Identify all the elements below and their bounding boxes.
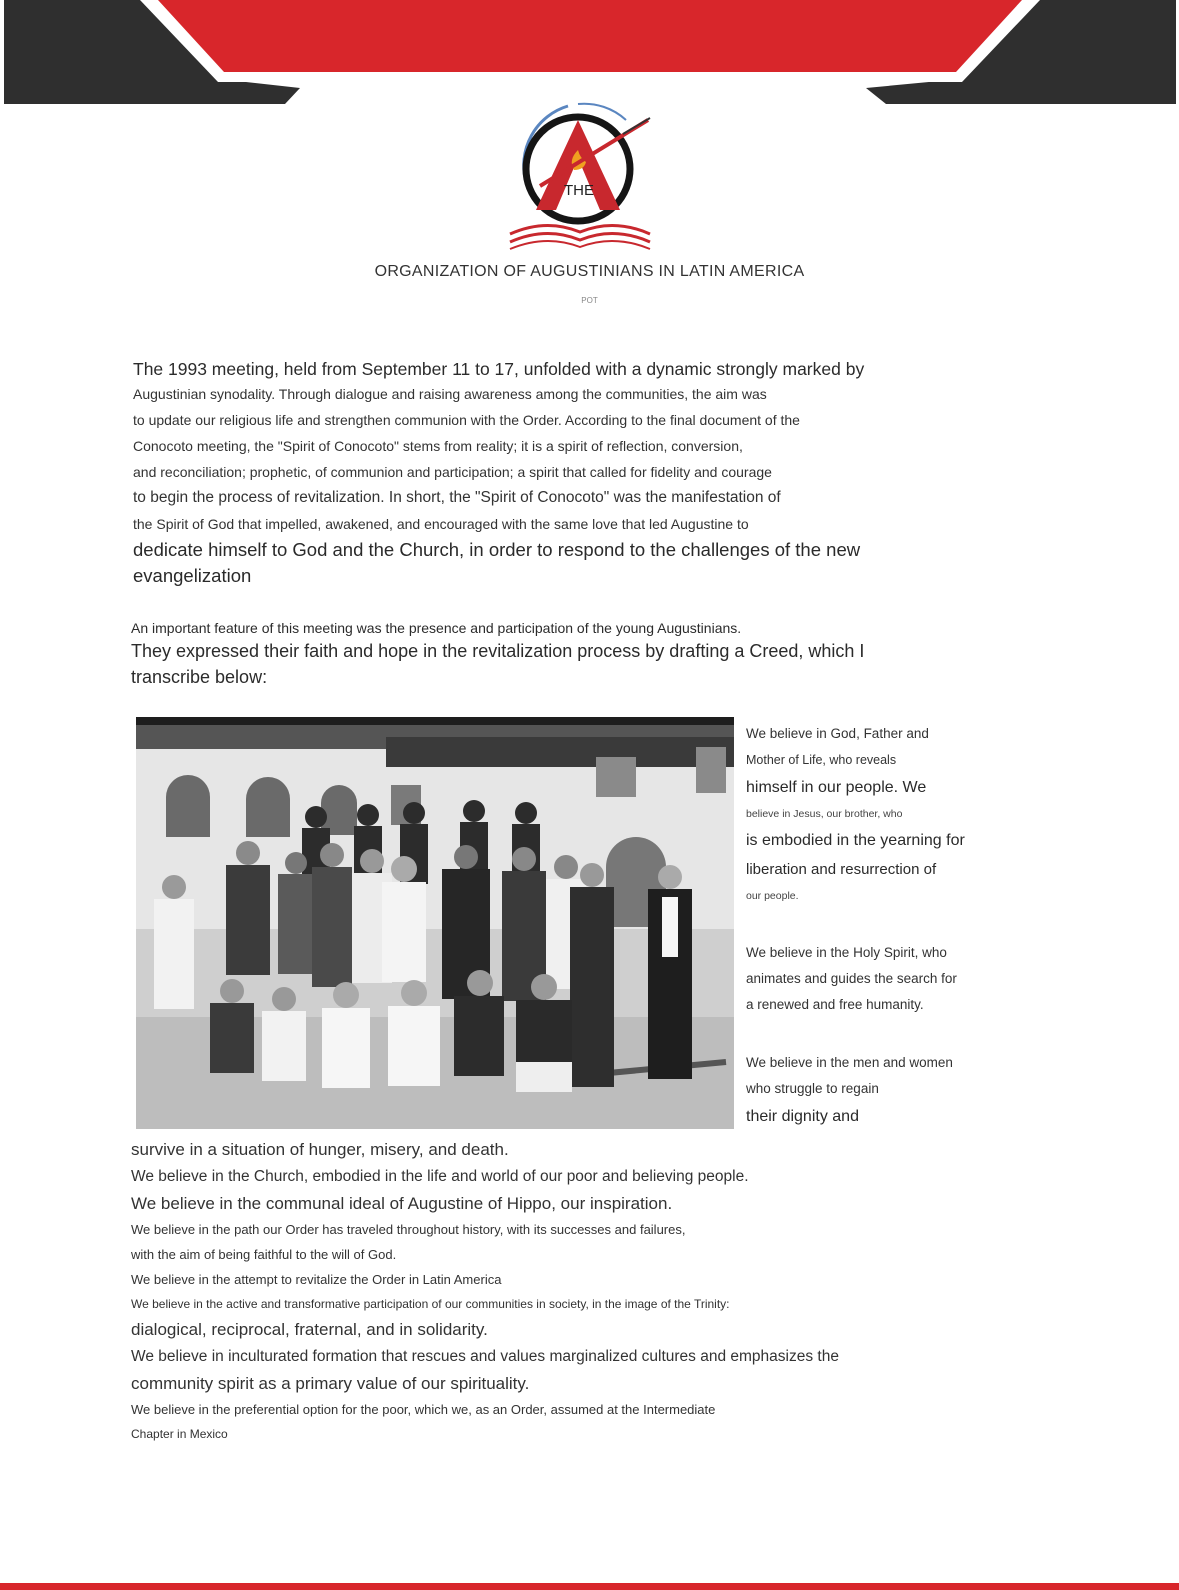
creed-line: survive in a situation of hunger, misery, and death.: [131, 1140, 509, 1159]
creed-line: community spirit as a primary value of our spirituality.: [131, 1374, 530, 1393]
intro-line: to update our religious life and strengthen communion with the Order. According to the final document of the: [133, 412, 800, 428]
creed-line: We believe in the preferential option for the poor, which we, as an Order, assumed at the Intermediate: [131, 1402, 716, 1417]
creed-line: their dignity and: [746, 1108, 859, 1125]
intro-line: the Spirit of God that impelled, awakened, and encouraged with the same love that led Augustine to: [133, 516, 749, 532]
intro-line: dedicate himself to God and the Church, in order to respond to the challenges of the new: [133, 539, 861, 560]
feature-line: They expressed their faith and hope in the revitalization process by drafting a Creed, which I: [131, 641, 865, 661]
creed-line: We believe in the attempt to revitalize the Order in Latin America: [131, 1272, 502, 1287]
creed-line: a renewed and free humanity.: [746, 997, 924, 1012]
creed-line: Mother of Life, who reveals: [746, 753, 897, 767]
creed-line: animates and guides the search for: [746, 971, 957, 986]
creed-line: himself in our people. We: [746, 779, 927, 796]
intro-line: to begin the process of revitalization. In short, the "Spirit of Conocoto" was the manifestation of: [133, 489, 781, 506]
organization-title: ORGANIZATION OF AUGUSTINIANS IN LATIN AMERICA: [374, 263, 805, 280]
organization-logo: [508, 92, 658, 254]
creed-line: Chapter in Mexico: [131, 1427, 228, 1441]
creed-main: [131, 1136, 1051, 1446]
intro-line: The 1993 meeting, held from September 11 to 17, unfolded with a dynamic strongly marked by: [133, 359, 865, 379]
organization-subtitle: POT: [581, 296, 598, 305]
intro-line: and reconciliation; prophetic, of communion and participation; a spirit that called for fidelity and courage: [133, 464, 772, 480]
creed-line: We believe in the path our Order has traveled throughout history, with its successes and failures,: [131, 1222, 686, 1237]
feature-line: An important feature of this meeting was the presence and participation of the young Augustinians.: [131, 620, 742, 636]
intro-line: evangelization: [133, 565, 252, 586]
intro-line: Augustinian synodality. Through dialogue and raising awareness among the communities, the aim was: [133, 386, 767, 402]
creed-side-column: [746, 721, 1046, 1131]
creed-line: We believe in the Holy Spirit, who: [746, 945, 947, 960]
header-red-band: [158, 0, 1022, 72]
group-photo: [136, 717, 734, 1129]
creed-line: We believe in inculturated formation that rescues and values marginalized cultures and emphasizes the: [131, 1348, 839, 1365]
creed-line: is embodied in the yearning for: [746, 832, 965, 849]
intro-paragraph: [133, 357, 1053, 589]
footer-red-bar: [0, 1583, 1179, 1590]
creed-line: We believe in God, Father and: [746, 726, 929, 741]
creed-line: We believe in the men and women: [746, 1055, 953, 1070]
creed-line: with the aim of being faithful to the will of God.: [131, 1247, 397, 1262]
creed-line: We believe in the active and transformative participation of our communities in society, in the image of the Trinity:: [131, 1297, 730, 1311]
creed-line: We believe in the communal ideal of Augustine of Hippo, our inspiration.: [131, 1194, 673, 1213]
feature-paragraph: [131, 618, 1051, 690]
logo-text: THE: [564, 182, 594, 199]
feature-line: transcribe below:: [131, 667, 268, 687]
creed-line: liberation and resurrection of: [746, 861, 937, 878]
creed-line: our people.: [746, 890, 799, 902]
creed-line: believe in Jesus, our brother, who: [746, 808, 903, 820]
creed-line: who struggle to regain: [746, 1081, 879, 1096]
creed-line: We believe in the Church, embodied in the life and world of our poor and believing people.: [131, 1168, 749, 1185]
intro-line: Conocoto meeting, the "Spirit of Conocoto" stems from reality; it is a spirit of reflection, conversion,: [133, 438, 743, 454]
creed-line: dialogical, reciprocal, fraternal, and in solidarity.: [131, 1320, 488, 1339]
